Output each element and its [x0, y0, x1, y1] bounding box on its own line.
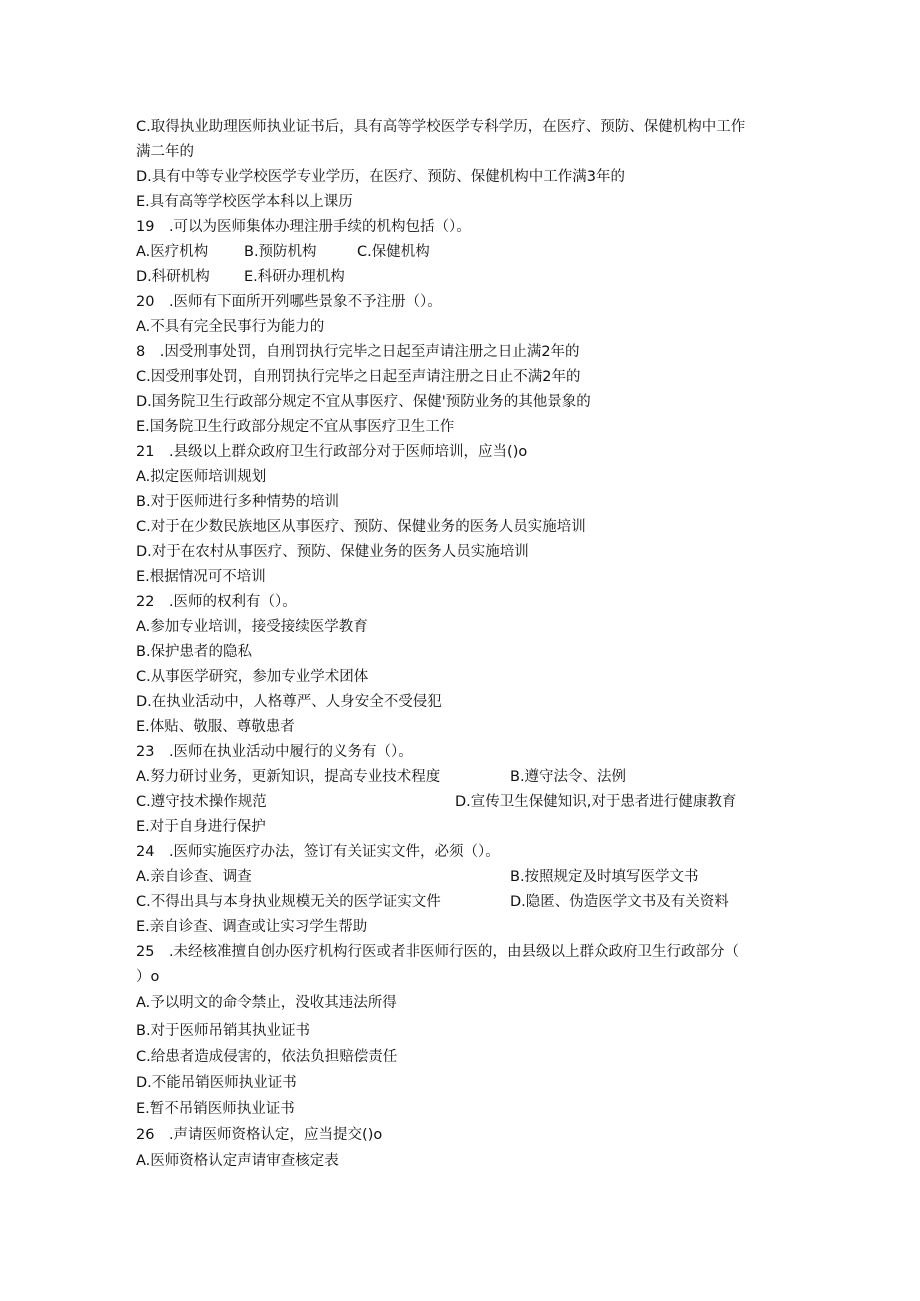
q23-option-e: E.对于自身进行保护 [136, 819, 266, 835]
question-26: 26 .声请医师资格认定，应当提交()o [136, 1127, 383, 1143]
q19-option-d: D.科研机构 [136, 269, 210, 285]
q20-option-b: 8 .因受刑事处罚，自刑罚执行完毕之日起至声请注册之日止满2年的 [136, 344, 580, 360]
question-25: 25 .未经核准擅自创办医疗机构行医或者非医师行医的，由县级以上群众政府卫生行政部分（ [136, 944, 740, 960]
q23-option-c: C.遵守技术操作规范 [136, 794, 267, 810]
q25-option-b: B.对于医师吊销其执业证书 [136, 1023, 311, 1039]
question-19: 19 .可以为医师集体办理注册手续的机构包括（）。 [136, 219, 471, 235]
question-25-continued: ）o [136, 969, 160, 985]
question-21: 21 .县级以上群众政府卫生行政部分对于医师培训，应当()o [136, 444, 528, 460]
q18-option-c: C.取得执业助理医师执业证书后，具有高等学校医学专科学历，在医疗、预防、保健机构中工作 [136, 119, 746, 135]
q19-option-a: A.医疗机构 [136, 244, 209, 260]
q21-option-b: B.对于医师进行多种情势的培训 [136, 494, 340, 510]
q20-option-d: D.国务院卫生行政部分规定不宜从事医疗、保健'预防业务的其他景象的 [136, 394, 591, 410]
q22-option-a: A.参加专业培训，接受接续医学教育 [136, 619, 368, 635]
q25-option-d: D.不能吊销医师执业证书 [136, 1075, 297, 1091]
q25-option-a: A.予以明文的命令禁止，没收其违法所得 [136, 995, 397, 1011]
q23-option-d: D.宣传卫生保健知识,对于患者进行健康教育 [455, 794, 737, 810]
q21-option-a: A.拟定医师培训规划 [136, 469, 267, 485]
q19-option-b: B.预防机构 [244, 244, 317, 260]
question-23: 23 .医师在执业活动中履行的义务有（）。 [136, 744, 413, 760]
q18-option-e: E.具有高等学校医学本科以上课历 [136, 194, 353, 210]
q18-option-d: D.具有中等专业学校医学专业学历，在医疗、预防、保健机构中工作满3年的 [136, 169, 625, 185]
q25-option-c: C.给患者造成侵害的，依法负担赔偿责任 [136, 1049, 398, 1065]
q18-option-c-continued: 满二年的 [136, 144, 194, 160]
q24-option-b: B.按照规定及时填写医学文书 [510, 869, 699, 885]
q22-option-d: D.在执业活动中，人格尊严、人身安全不受侵犯 [136, 694, 442, 710]
q24-option-e: E.亲自诊查、调查或让实习学生帮助 [136, 919, 368, 935]
question-24: 24 .医师实施医疗办法，签订有关证实文件，必须（）。 [136, 844, 500, 860]
q19-option-e: E.科研办理机构 [244, 269, 345, 285]
q26-option-a: A.医师资格认定声请审查核定表 [136, 1153, 339, 1169]
q23-option-b: B.遵守法令、法例 [510, 769, 627, 785]
q21-option-c: C.对于在少数民族地区从事医疗、预防、保健业务的医务人员实施培训 [136, 519, 586, 535]
question-22: 22 .医师的权利有（）。 [136, 594, 297, 610]
question-20: 20 .医师有下面所开列哪些景象不予注册（）。 [136, 294, 442, 310]
q24-option-d: D.隐匿、伪造医学文书及有关资料 [510, 894, 729, 910]
q23-option-a: A.努力研讨业务，更新知识，提高专业技术程度 [136, 769, 441, 785]
q21-option-d: D.对于在农村从事医疗、预防、保健业务的医务人员实施培训 [136, 544, 529, 560]
q20-option-c: C.因受刑事处罚，自刑罚执行完毕之日起至声请注册之日止不满2年的 [136, 369, 581, 385]
q19-option-c: C.保健机构 [357, 244, 430, 260]
q22-option-c: C.从事医学研究，参加专业学术团体 [136, 669, 369, 685]
q21-option-e: E.根据情况可不培训 [136, 569, 266, 585]
q20-option-a: A.不具有完全民事行为能力的 [136, 319, 325, 335]
q22-option-e: E.体贴、敬服、尊敬患者 [136, 719, 295, 735]
q25-option-e: E.暂不吊销医师执业证书 [136, 1101, 295, 1117]
q20-option-e: E.国务院卫生行政部分规定不宜从事医疗卫生工作 [136, 419, 455, 435]
q24-option-a: A.亲自诊查、调查 [136, 869, 252, 885]
q22-option-b: B.保护患者的隐私 [136, 644, 253, 660]
q24-option-c: C.不得出具与本身执业规模无关的医学证实文件 [136, 894, 441, 910]
